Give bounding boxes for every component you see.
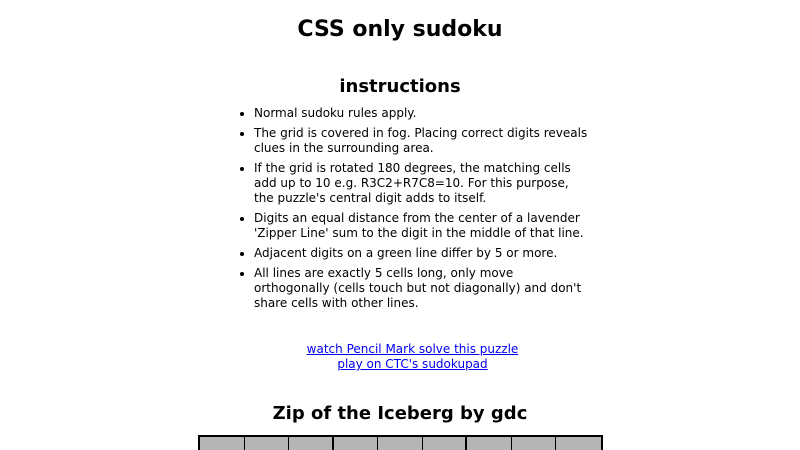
grid-cell[interactable] xyxy=(423,437,468,450)
instructions-heading: instructions xyxy=(339,76,461,97)
rule-item: • All lines are exactly 5 cells long, only move orthogonally (cells touch but not diagonally) and don't share cells with other lines. xyxy=(254,266,592,311)
grid-cell[interactable] xyxy=(200,437,245,450)
grid-cell[interactable] xyxy=(378,437,423,450)
puzzle-title: Zip of the Iceberg by gdc xyxy=(272,403,528,424)
grid-cell[interactable] xyxy=(245,437,290,450)
rule-item: • Digits an equal distance from the center of a lavender 'Zipper Line' sum to the digit in the middle of that line. xyxy=(254,211,592,241)
rules-list xyxy=(236,106,592,316)
rule-item: • Adjacent digits on a green line differ by 5 or more. xyxy=(254,246,592,261)
grid-cell[interactable] xyxy=(556,437,601,450)
page-title: CSS only sudoku xyxy=(297,17,503,42)
watch-video-link[interactable]: watch Pencil Mark solve this puzzle xyxy=(306,342,519,356)
rule-item: • The grid is covered in fog. Placing correct digits reveals clues in the surrounding area. xyxy=(254,126,592,156)
external-links xyxy=(0,342,800,372)
grid-cell[interactable] xyxy=(334,437,379,450)
play-sudokupad-link[interactable]: play on CTC's sudokupad xyxy=(337,357,488,371)
rule-item: • Normal sudoku rules apply. xyxy=(254,106,592,121)
sudoku-grid xyxy=(198,435,603,450)
grid-cell[interactable] xyxy=(289,437,334,450)
grid-cell[interactable] xyxy=(512,437,557,450)
grid-cell[interactable] xyxy=(467,437,512,450)
rule-item: • If the grid is rotated 180 degrees, the matching cells add up to 10 e.g. R3C2+R7C8=10. For this purpose, the puzzle's central digit adds to itself. xyxy=(254,161,592,206)
